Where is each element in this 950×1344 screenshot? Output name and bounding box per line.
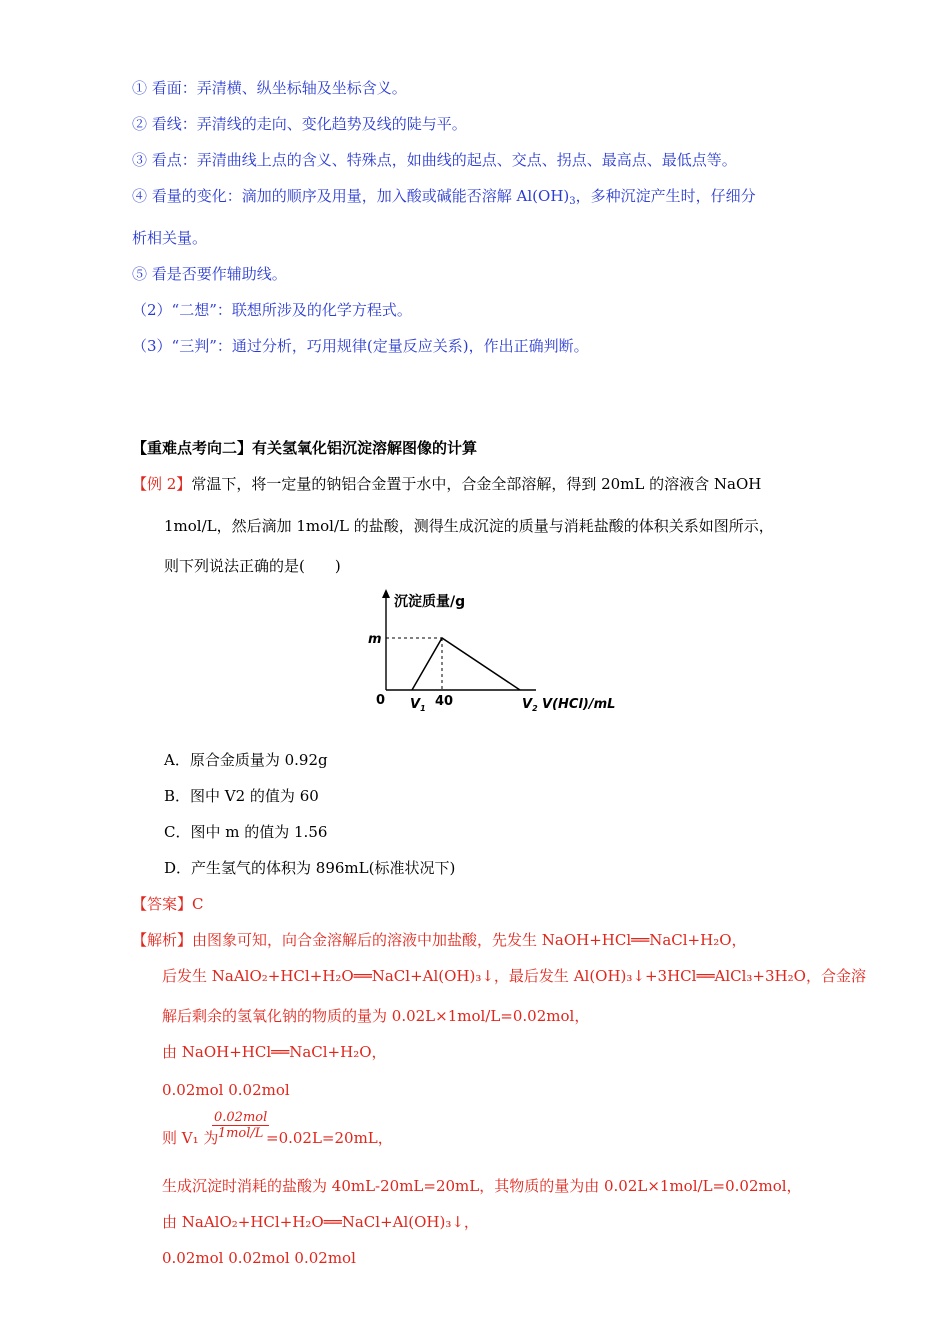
method-second-think: （2）“二想”：联想所涉及的化学方程式。	[132, 301, 412, 319]
analysis-line-1	[132, 930, 747, 950]
section-title: 有关氢氧化铝沉淀溶解图像的计算	[252, 439, 478, 457]
analysis-line-6b: =0.02L=20mL，	[266, 1129, 393, 1147]
example-tag: 【例 2】	[132, 475, 192, 493]
v2-main: V	[522, 697, 533, 712]
method-step-4: ④ 看量的变化：滴加的顺序及用量，加入酸或碱能否溶解 $Al(OH)_3$，多种沉淀产生时，仔细分	[132, 187, 756, 207]
method-third-judge: （3）“三判”：通过分析，巧用规律(定量反应关系)，作出正确判断。	[132, 337, 589, 355]
option-b: B．图中 V2 的值为 60	[164, 787, 319, 805]
method-step-1: ① 看面：弄清横、纵坐标轴及坐标含义。	[132, 79, 407, 97]
answer-tag: 【答案】	[132, 895, 193, 913]
analysis-line-7: 生成沉淀时消耗的盐酸为 40mL-20mL=20mL，其物质的量为由 0.02L×1mol/L=0.02mol，	[162, 1177, 802, 1195]
v2-sub: 2	[532, 704, 538, 713]
analysis-line-5: 0.02mol 0.02mol	[162, 1081, 290, 1099]
fraction-numerator: 0.02mol	[214, 1110, 268, 1125]
v1-main: V	[410, 697, 421, 712]
v1-fraction	[212, 1110, 269, 1141]
fraction-denominator: 1mol/L	[217, 1126, 264, 1141]
section-heading	[132, 438, 477, 458]
precipitate-curve	[412, 638, 520, 690]
option-d: D．产生氢气的体积为 896mL(标准状况下)	[164, 859, 456, 877]
forty-label: 40	[435, 694, 454, 709]
analysis-line-3: 解后剩余的氢氧化钠的物质的量为 0.02L×1mol/L=0.02mol，	[162, 1007, 590, 1025]
analysis-line-2: 后发生 NaAlO₂+HCl+H₂O══NaCl+Al(OH)₃↓，最后发生 Al(OH)₃↓+3HCl══AlCl₃+3H₂O，合金溶	[162, 967, 866, 985]
analysis-line-4: 由 NaOH+HCl══NaCl+H₂O，	[162, 1043, 387, 1061]
y-axis-arrow	[382, 589, 390, 598]
origin-label: 0	[376, 693, 386, 708]
analysis-line-8: 由 NaAlO₂+HCl+H₂O══NaCl+Al(OH)₃↓，	[162, 1213, 479, 1231]
method-step-5: ⑤ 看是否要作辅助线。	[132, 265, 287, 283]
v1-label	[410, 697, 426, 713]
precipitate-graph	[356, 586, 626, 716]
option-a: A．原合金质量为 0.92g	[164, 751, 328, 769]
option-c: C．图中 m 的值为 1.56	[164, 823, 328, 841]
example-line-3: 则下列说法正确的是( )	[164, 557, 341, 575]
v2-label	[522, 697, 538, 713]
answer-line	[132, 894, 204, 914]
method-step-4-cont: 析相关量。	[132, 229, 208, 247]
analysis-text-1: 由图象可知，向合金溶解后的溶液中加盐酸，先发生 NaOH+HCl══NaCl+H₂O，	[192, 931, 747, 949]
v1-sub: 1	[420, 704, 426, 713]
analysis-tag: 【解析】	[132, 931, 193, 949]
m-label: m	[368, 632, 382, 647]
section-bracket: 【重难点考向二】	[132, 439, 253, 457]
example-text-1: 常温下，将一定量的钠铝合金置于水中，合金全部溶解，得到 20mL 的溶液含 NaOH	[191, 475, 762, 493]
example-line-1	[132, 474, 761, 494]
analysis-line-9: 0.02mol 0.02mol 0.02mol	[162, 1249, 356, 1267]
analysis-line-6a: 则 V₁ 为	[162, 1129, 219, 1147]
method-step-4-text-b: ，多种沉淀产生时，仔细分	[575, 187, 756, 205]
method-step-4-text-a: ④ 看量的变化：滴加的顺序及用量，加入酸或碱能否溶解 Al(OH)	[132, 187, 570, 205]
method-step-3: ③ 看点：弄清曲线上点的含义、特殊点，如曲线的起点、交点、拐点、最高点、最低点等。	[132, 151, 737, 169]
example-line-2: 1mol/L，然后滴加 1mol/L 的盐酸，测得生成沉淀的质量与消耗盐酸的体积关系如图所示，	[164, 517, 774, 535]
answer-value: C	[192, 895, 204, 913]
y-axis-label: 沉淀质量/g	[394, 594, 466, 610]
x-axis-label: V(HCl)/mL	[542, 697, 616, 712]
method-step-2: ② 看线：弄清线的走向、变化趋势及线的陡与平。	[132, 115, 467, 133]
